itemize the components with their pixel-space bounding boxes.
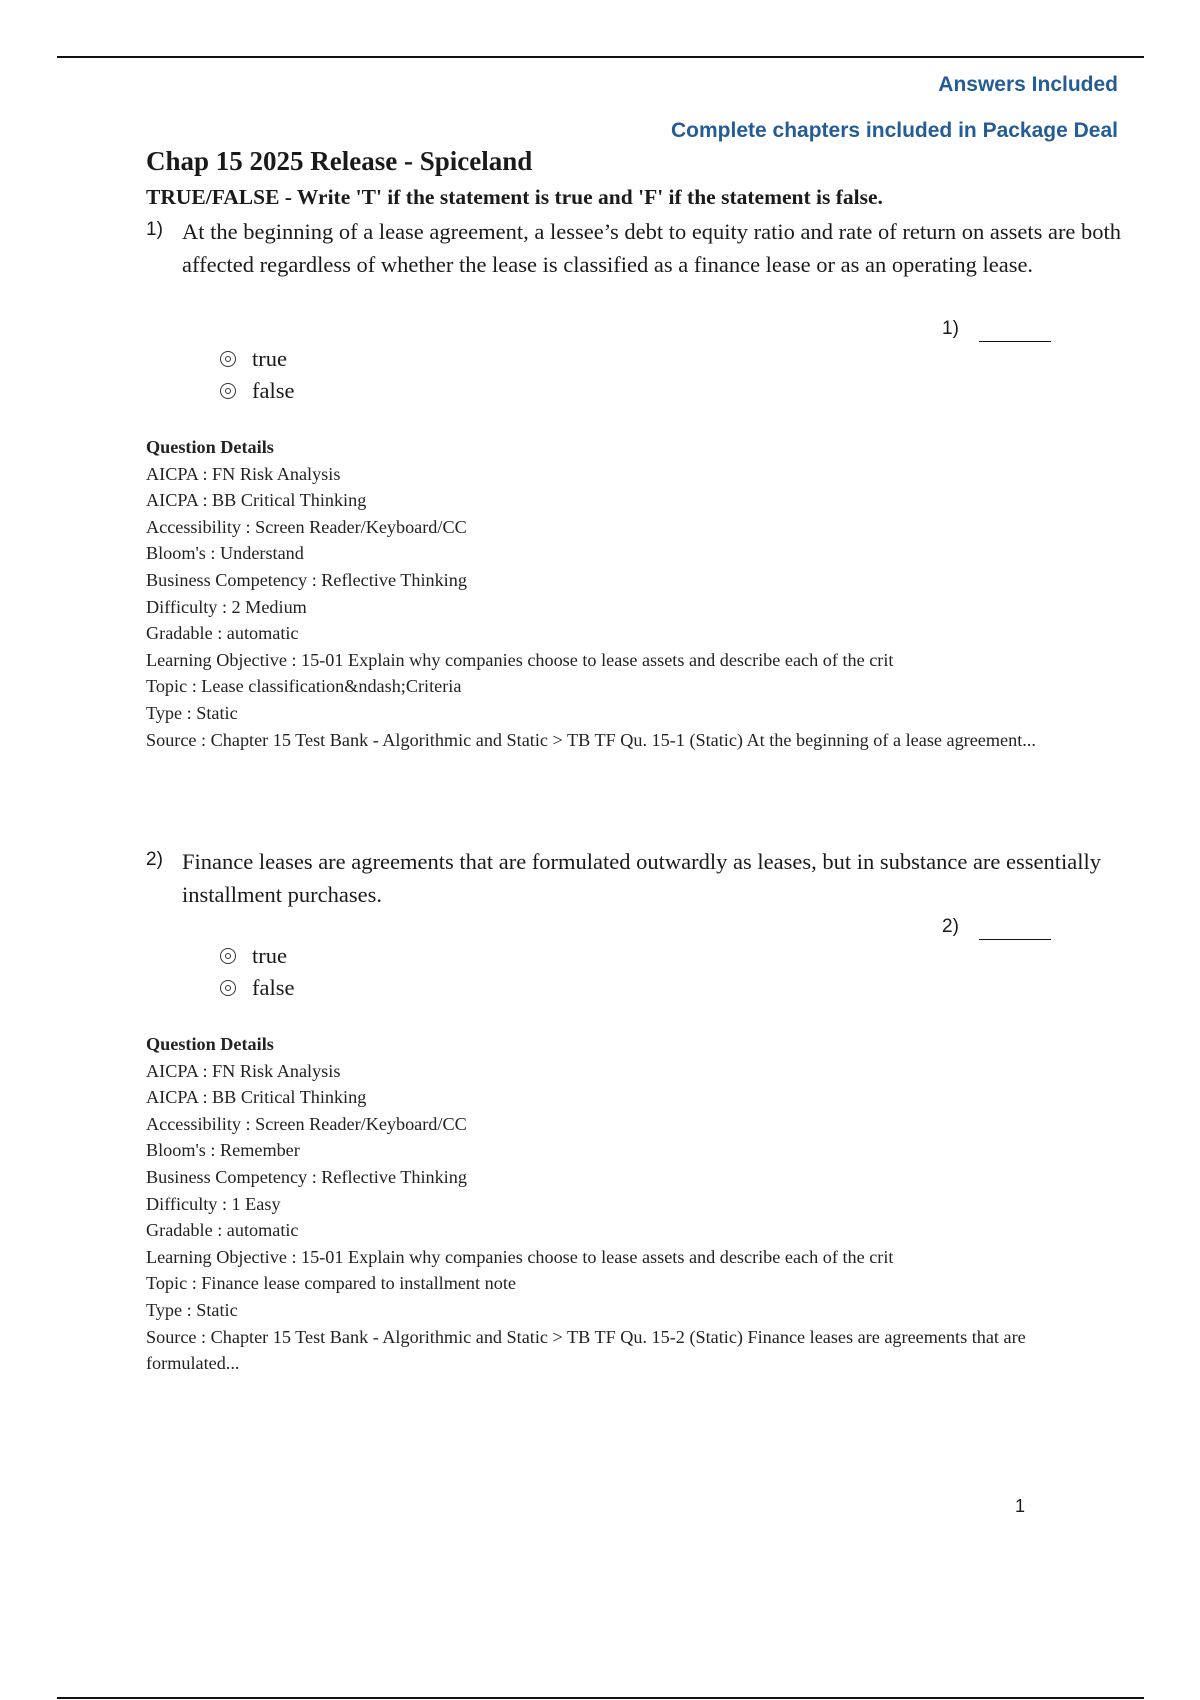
answer-blank[interactable]	[979, 341, 1051, 342]
option-false[interactable]	[220, 975, 294, 1001]
option-label: true	[252, 346, 287, 371]
detail-line: Type : Static	[146, 702, 238, 723]
question-details	[146, 434, 1106, 753]
option-label: true	[252, 943, 287, 968]
option-label: false	[252, 378, 295, 403]
detail-line: Business Competency : Reflective Thinking	[146, 1166, 467, 1187]
detail-line: Accessibility : Screen Reader/Keyboard/CC	[146, 1113, 467, 1134]
detail-line: AICPA : BB Critical Thinking	[146, 1087, 367, 1108]
detail-line: Difficulty : 1 Easy	[146, 1193, 281, 1214]
page-number: 1	[1015, 1496, 1026, 1516]
question-number: 1)	[146, 219, 163, 240]
detail-line: AICPA : FN Risk Analysis	[146, 463, 341, 484]
radio-icon[interactable]	[220, 948, 236, 964]
answer-blank[interactable]	[979, 939, 1051, 940]
answer-label: 2)	[942, 916, 959, 937]
question-details	[146, 1031, 1106, 1377]
question-text: At the beginning of a lease agreement, a lessee’s debt to equity ratio and rate of return on assets are both affected regardless of whether the lease is classified as a finance lease or as an operating lease.	[182, 219, 1122, 277]
detail-line: Learning Objective : 15-01 Explain why companies choose to lease assets and describe each of the crit	[146, 649, 894, 670]
detail-line: Difficulty : 2 Medium	[146, 596, 307, 617]
detail-line: Business Competency : Reflective Thinking	[146, 569, 467, 590]
option-label: false	[252, 975, 295, 1000]
document-title: Chap 15 2025 Release - Spiceland	[146, 146, 533, 176]
package-deal-banner: Complete chapters included in Package Deal	[671, 119, 1118, 142]
question-number: 2)	[146, 849, 163, 870]
detail-line: Gradable : automatic	[146, 1220, 299, 1241]
detail-line: Bloom's : Remember	[146, 1140, 300, 1161]
radio-icon[interactable]	[220, 351, 236, 367]
detail-line: AICPA : BB Critical Thinking	[146, 490, 367, 511]
option-true[interactable]	[220, 346, 287, 372]
answer-label: 1)	[942, 318, 959, 339]
detail-line: Topic : Finance lease compared to installment note	[146, 1273, 516, 1294]
details-heading: Question Details	[146, 437, 274, 457]
question-text: Finance leases are agreements that are formulated outwardly as leases, but in substance are essentially installment purchases.	[182, 849, 1102, 907]
bottom-rule	[57, 1697, 1144, 1699]
option-false[interactable]	[220, 378, 294, 404]
detail-line: Accessibility : Screen Reader/Keyboard/CC	[146, 516, 467, 537]
radio-icon[interactable]	[220, 980, 236, 996]
detail-line: Gradable : automatic	[146, 623, 299, 644]
detail-line: Bloom's : Understand	[146, 543, 304, 564]
detail-line: Topic : Lease classification&ndash;Criteria	[146, 676, 462, 697]
radio-icon[interactable]	[220, 383, 236, 399]
details-heading: Question Details	[146, 1034, 274, 1054]
answers-included-banner: Answers Included	[938, 73, 1118, 96]
detail-line: Learning Objective : 15-01 Explain why companies choose to lease assets and describe each of the crit	[146, 1246, 894, 1267]
option-true[interactable]	[220, 943, 287, 969]
detail-line: AICPA : FN Risk Analysis	[146, 1060, 341, 1081]
detail-line: Source : Chapter 15 Test Bank - Algorithmic and Static > TB TF Qu. 15-1 (Static) At the beginning of a lease agreement...	[146, 729, 1036, 750]
detail-line: Type : Static	[146, 1299, 238, 1320]
instructions: TRUE/FALSE - Write 'T' if the statement is true and 'F' if the statement is false.	[146, 185, 883, 209]
top-rule	[57, 56, 1144, 58]
detail-line: Source : Chapter 15 Test Bank - Algorithmic and Static > TB TF Qu. 15-2 (Static) Finance leases are agreements that are formulated...	[146, 1326, 1026, 1374]
